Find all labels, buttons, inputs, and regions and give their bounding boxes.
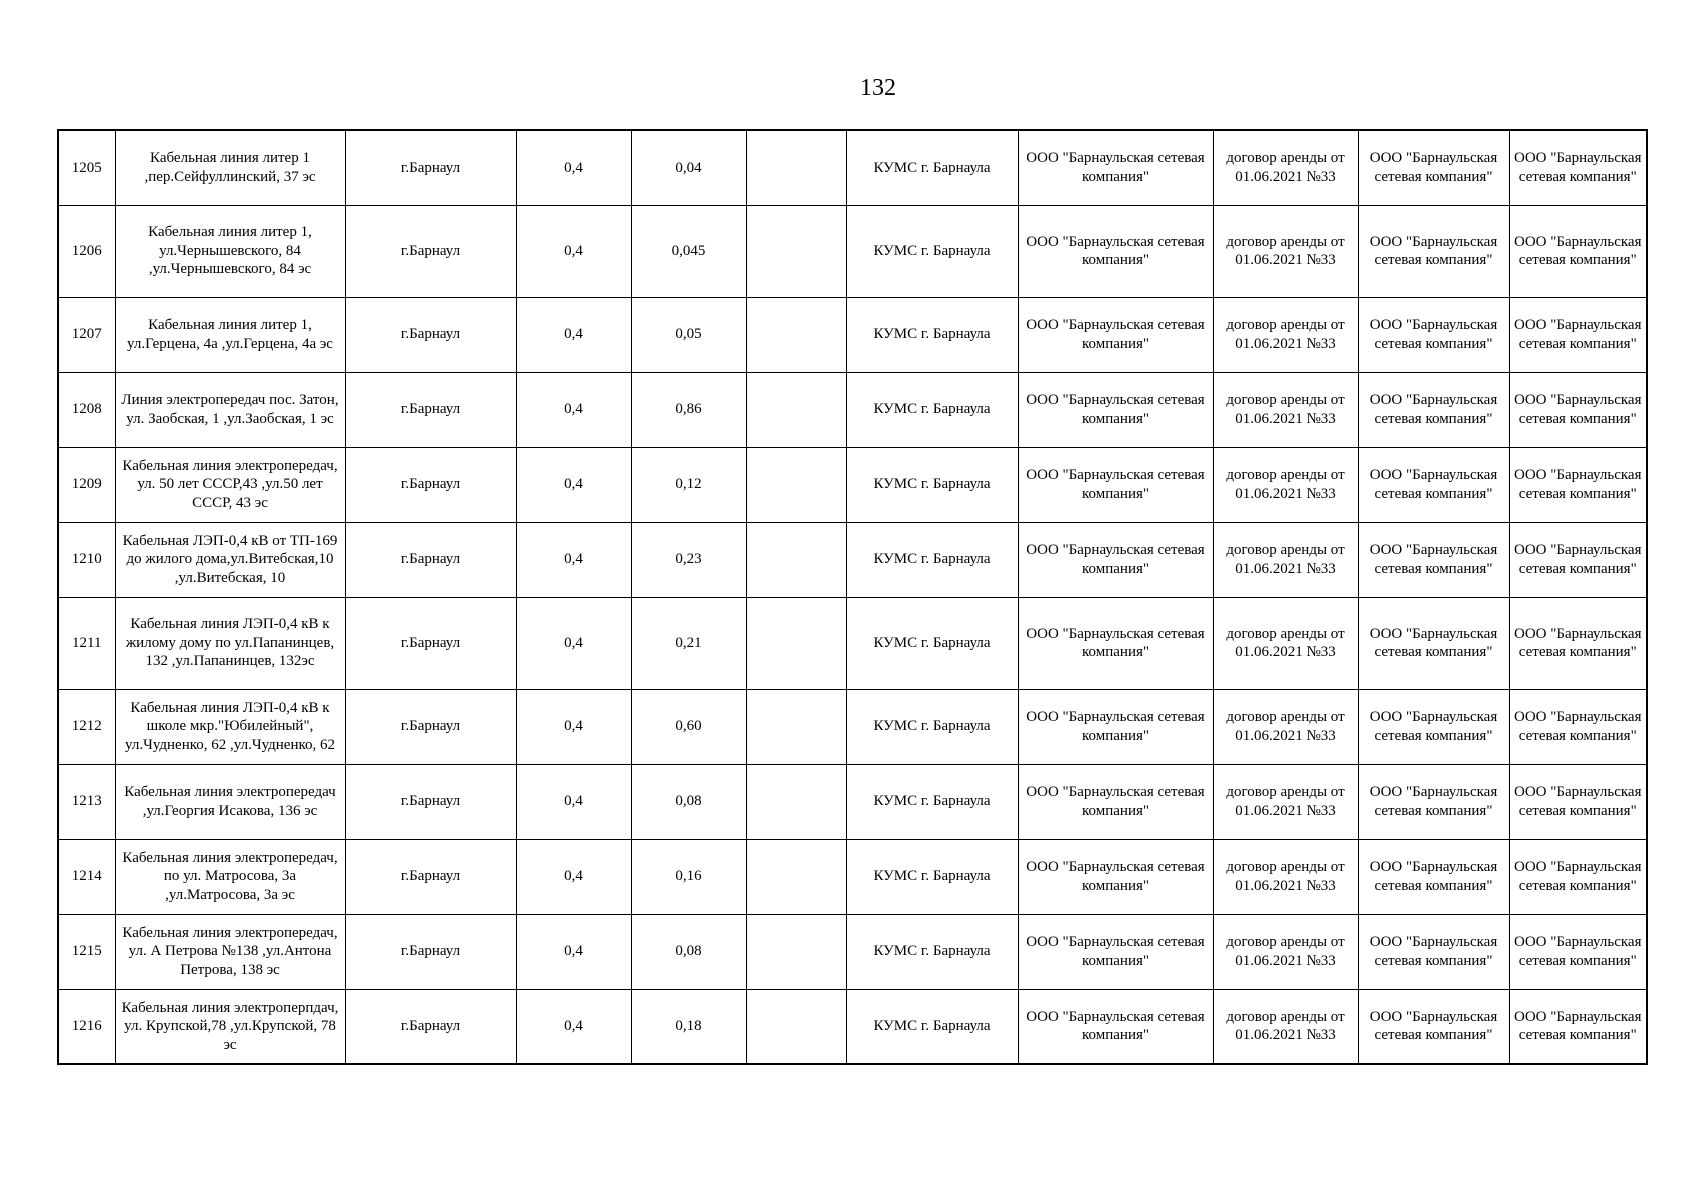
table-row: [58, 597, 1647, 689]
basis-cell-text: договор аренды от 01.06.2021 №33: [1226, 233, 1345, 268]
voltage-cell: [516, 297, 631, 372]
holder-cell: [1358, 205, 1509, 297]
voltage-cell-text: 0,4: [564, 159, 583, 176]
length-cell: [631, 989, 746, 1064]
basis-cell-text: договор аренды от 01.06.2021 №33: [1226, 934, 1345, 969]
holder-cell: [1358, 522, 1509, 597]
length-cell-text: 0,21: [675, 634, 702, 651]
operator-cell-text: ООО "Барнаульская сетевая компания": [1026, 233, 1205, 268]
owner-cell-text: КУМС г. Барнаула: [873, 868, 991, 885]
holder-cell: [1358, 372, 1509, 447]
owner-cell-text: КУМС г. Барнаула: [873, 551, 991, 568]
owner-cell: [846, 447, 1018, 522]
voltage-cell: [516, 914, 631, 989]
table-row: [58, 372, 1647, 447]
city-cell-text: г.Барнаул: [400, 634, 461, 651]
owner-cell-text: КУМС г. Барнаула: [873, 1018, 991, 1034]
empty-cell: [746, 372, 846, 447]
empty-cell: [746, 597, 846, 689]
voltage-cell-text: 0,4: [564, 551, 583, 568]
owner-cell-text: КУМС г. Барнаула: [873, 634, 991, 651]
city-cell: [345, 989, 516, 1064]
basis-cell: [1213, 447, 1358, 522]
object-name-cell-text: Линия электропередач пос. Затон, ул. Заобская, 1 ,ул.Заобская, 1 эс: [121, 392, 339, 427]
page-number: 132: [860, 75, 896, 101]
voltage-cell-text: 0,4: [564, 326, 583, 343]
length-cell: [631, 372, 746, 447]
holder-cell-text: ООО "Барнаульская сетевая компания": [1369, 1008, 1498, 1044]
operator-cell-text: ООО "Барнаульская сетевая компания": [1026, 150, 1205, 185]
object-name-cell: [115, 522, 345, 597]
row-number-cell: [58, 297, 115, 372]
holder-cell-text: ООО "Барнаульская сетевая компания": [1369, 392, 1498, 427]
holder-cell: [1358, 764, 1509, 839]
row-number-cell-text: 1206: [71, 242, 102, 259]
object-name-cell-text: Кабельная линия литер 1, ул.Герцена, 4а ,ул.Герцена, 4а эс: [127, 317, 333, 352]
operator-cell: [1018, 764, 1213, 839]
basis-cell-text: договор аренды от 01.06.2021 №33: [1226, 467, 1345, 502]
operator-cell: [1018, 597, 1213, 689]
length-cell-text: 0,08: [675, 943, 702, 960]
owner-cell: [846, 839, 1018, 914]
operator-cell: [1018, 205, 1213, 297]
table-row: [58, 764, 1647, 839]
owner-cell: [846, 989, 1018, 1064]
holder-cell: [1358, 130, 1509, 205]
row-number-cell: [58, 764, 115, 839]
holder-cell-text: ООО "Барнаульская сетевая компания": [1369, 150, 1498, 185]
basis-cell-text: договор аренды от 01.06.2021 №33: [1226, 392, 1345, 427]
voltage-cell: [516, 839, 631, 914]
object-name-cell-text: Кабельная линия электропередач, ул. 50 лет СССР,43 ,ул.50 лет СССР, 43 эс: [122, 457, 338, 511]
length-cell: [631, 205, 746, 297]
holder-cell-text: ООО "Барнаульская сетевая компания": [1369, 317, 1498, 352]
owner-cell: [846, 130, 1018, 205]
length-cell-text: 0,045: [671, 242, 706, 259]
owner-cell-text: КУМС г. Барнаула: [873, 242, 991, 259]
table-row: [58, 447, 1647, 522]
user-cell: [1509, 914, 1647, 989]
city-cell-text: г.Барнаул: [400, 718, 461, 735]
operator-cell-text: ООО "Барнаульская сетевая компания": [1026, 1008, 1205, 1044]
voltage-cell: [516, 372, 631, 447]
row-number-cell-text: 1214: [71, 868, 102, 885]
owner-cell: [846, 597, 1018, 689]
operator-cell-text: ООО "Барнаульская сетевая компания": [1026, 859, 1205, 894]
voltage-cell: [516, 522, 631, 597]
row-number-cell-text: 1216: [71, 1018, 102, 1034]
user-cell-text: ООО "Барнаульская сетевая компания": [1513, 709, 1642, 744]
city-cell: [345, 914, 516, 989]
holder-cell-text: ООО "Барнаульская сетевая компания": [1369, 467, 1498, 502]
object-name-cell: [115, 297, 345, 372]
operator-cell: [1018, 522, 1213, 597]
length-cell-text: 0,05: [675, 326, 702, 343]
city-cell-text: г.Барнаул: [400, 793, 461, 810]
owner-cell: [846, 914, 1018, 989]
operator-cell: [1018, 989, 1213, 1064]
owner-cell-text: КУМС г. Барнаула: [873, 159, 991, 176]
empty-cell: [746, 839, 846, 914]
length-cell: [631, 914, 746, 989]
user-cell: [1509, 522, 1647, 597]
user-cell: [1509, 989, 1647, 1064]
city-cell: [345, 130, 516, 205]
basis-cell-text: договор аренды от 01.06.2021 №33: [1226, 150, 1345, 185]
user-cell-text: ООО "Барнаульская сетевая компания": [1513, 1008, 1642, 1044]
user-cell-text: ООО "Барнаульская сетевая компания": [1513, 784, 1642, 819]
operator-cell-text: ООО "Барнаульская сетевая компания": [1026, 542, 1205, 577]
length-cell: [631, 297, 746, 372]
row-number-cell-text: 1209: [71, 476, 102, 493]
row-number-cell: [58, 130, 115, 205]
holder-cell: [1358, 914, 1509, 989]
voltage-cell-text: 0,4: [564, 401, 583, 418]
length-cell-text: 0,16: [675, 868, 702, 885]
basis-cell-text: договор аренды от 01.06.2021 №33: [1226, 859, 1345, 894]
voltage-cell: [516, 989, 631, 1064]
length-cell-text: 0,23: [675, 551, 702, 568]
owner-cell-text: КУМС г. Барнаула: [873, 943, 991, 960]
row-number-cell-text: 1207: [71, 326, 102, 343]
voltage-cell-text: 0,4: [564, 634, 583, 651]
owner-cell: [846, 689, 1018, 764]
operator-cell: [1018, 447, 1213, 522]
voltage-cell: [516, 205, 631, 297]
table-row: [58, 130, 1647, 205]
object-name-cell: [115, 205, 345, 297]
object-name-cell: [115, 989, 345, 1064]
empty-cell: [746, 297, 846, 372]
object-name-cell-text: Кабельная линия электропередач ,ул.Георгия Исакова, 136 эс: [124, 784, 336, 819]
object-name-cell: [115, 447, 345, 522]
city-cell: [345, 689, 516, 764]
holder-cell: [1358, 447, 1509, 522]
city-cell-text: г.Барнаул: [400, 159, 461, 176]
length-cell-text: 0,08: [675, 793, 702, 810]
row-number-cell-text: 1215: [71, 943, 102, 960]
user-cell: [1509, 447, 1647, 522]
user-cell-text: ООО "Барнаульская сетевая компания": [1513, 934, 1642, 969]
user-cell-text: ООО "Барнаульская сетевая компания": [1513, 467, 1642, 502]
user-cell: [1509, 205, 1647, 297]
registry-body: [58, 130, 1647, 1064]
owner-cell-text: КУМС г. Барнаула: [873, 326, 991, 343]
holder-cell: [1358, 839, 1509, 914]
city-cell-text: г.Барнаул: [400, 551, 461, 568]
object-name-cell: [115, 839, 345, 914]
object-name-cell-text: Кабельная линия ЛЭП-0,4 кВ к школе мкр."Юбилейный", ул.Чудненко, 62 ,ул.Чудненко, 62: [125, 699, 335, 753]
basis-cell: [1213, 764, 1358, 839]
operator-cell: [1018, 839, 1213, 914]
operator-cell-text: ООО "Барнаульская сетевая компания": [1026, 467, 1205, 502]
owner-cell-text: КУМС г. Барнаула: [873, 718, 991, 735]
operator-cell: [1018, 130, 1213, 205]
user-cell-text: ООО "Барнаульская сетевая компания": [1513, 317, 1642, 352]
basis-cell: [1213, 205, 1358, 297]
owner-cell: [846, 522, 1018, 597]
table-row: [58, 839, 1647, 914]
user-cell-text: ООО "Барнаульская сетевая компания": [1513, 625, 1642, 660]
basis-cell-text: договор аренды от 01.06.2021 №33: [1226, 625, 1345, 660]
voltage-cell: [516, 689, 631, 764]
holder-cell-text: ООО "Барнаульская сетевая компания": [1369, 934, 1498, 969]
row-number-cell: [58, 689, 115, 764]
owner-cell-text: КУМС г. Барнаула: [873, 793, 991, 810]
owner-cell: [846, 764, 1018, 839]
basis-cell: [1213, 839, 1358, 914]
operator-cell: [1018, 372, 1213, 447]
holder-cell: [1358, 989, 1509, 1064]
owner-cell: [846, 372, 1018, 447]
user-cell-text: ООО "Барнаульская сетевая компания": [1513, 542, 1642, 577]
owner-cell: [846, 205, 1018, 297]
operator-cell-text: ООО "Барнаульская сетевая компания": [1026, 317, 1205, 352]
operator-cell: [1018, 914, 1213, 989]
length-cell-text: 0,60: [675, 718, 702, 735]
user-cell-text: ООО "Барнаульская сетевая компания": [1513, 392, 1642, 427]
basis-cell-text: договор аренды от 01.06.2021 №33: [1226, 542, 1345, 577]
operator-cell-text: ООО "Барнаульская сетевая компания": [1026, 392, 1205, 427]
city-cell: [345, 597, 516, 689]
object-name-cell-text: Кабельная ЛЭП-0,4 кВ от ТП-169 до жилого дома,ул.Витебская,10 ,ул.Витебская, 10: [122, 532, 338, 586]
holder-cell-text: ООО "Барнаульская сетевая компания": [1369, 625, 1498, 660]
object-name-cell-text: Кабельная линия электропередач, ул. А Петрова №138 ,ул.Антона Петрова, 138 эс: [122, 924, 338, 978]
holder-cell: [1358, 297, 1509, 372]
basis-cell-text: договор аренды от 01.06.2021 №33: [1226, 709, 1345, 744]
holder-cell-text: ООО "Барнаульская сетевая компания": [1369, 784, 1498, 819]
row-number-cell-text: 1213: [71, 793, 102, 810]
empty-cell: [746, 689, 846, 764]
voltage-cell-text: 0,4: [564, 718, 583, 735]
city-cell: [345, 839, 516, 914]
city-cell-text: г.Барнаул: [400, 868, 461, 885]
user-cell-text: ООО "Барнаульская сетевая компания": [1513, 150, 1642, 185]
basis-cell: [1213, 522, 1358, 597]
basis-cell-text: договор аренды от 01.06.2021 №33: [1226, 317, 1345, 352]
empty-cell: [746, 914, 846, 989]
basis-cell: [1213, 597, 1358, 689]
object-name-cell-text: Кабельная линия литер 1, ул.Чернышевского, 84 ,ул.Чернышевского, 84 эс: [148, 224, 312, 278]
city-cell-text: г.Барнаул: [400, 476, 461, 493]
object-name-cell-text: Кабельная линия электропередач, по ул. Матросова, 3а ,ул.Матросова, 3а эс: [122, 849, 338, 903]
empty-cell: [746, 205, 846, 297]
object-name-cell: [115, 372, 345, 447]
object-name-cell: [115, 130, 345, 205]
basis-cell: [1213, 689, 1358, 764]
row-number-cell-text: 1210: [71, 551, 102, 568]
voltage-cell-text: 0,4: [564, 1018, 583, 1034]
table-row: [58, 522, 1647, 597]
basis-cell: [1213, 297, 1358, 372]
table-row: [58, 689, 1647, 764]
city-cell: [345, 764, 516, 839]
operator-cell-text: ООО "Барнаульская сетевая компания": [1026, 934, 1205, 969]
object-name-cell: [115, 914, 345, 989]
table-row: [58, 914, 1647, 989]
table-row: [58, 297, 1647, 372]
row-number-cell-text: 1208: [71, 401, 102, 418]
table-row: [58, 989, 1647, 1064]
holder-cell: [1358, 597, 1509, 689]
city-cell-text: г.Барнаул: [400, 326, 461, 343]
basis-cell: [1213, 989, 1358, 1064]
row-number-cell: [58, 989, 115, 1064]
owner-cell-text: КУМС г. Барнаула: [873, 476, 991, 493]
holder-cell-text: ООО "Барнаульская сетевая компания": [1369, 542, 1498, 577]
row-number-cell-text: 1211: [72, 634, 102, 651]
city-cell-text: г.Барнаул: [400, 1018, 461, 1034]
city-cell: [345, 522, 516, 597]
basis-cell-text: договор аренды от 01.06.2021 №33: [1226, 784, 1345, 819]
user-cell: [1509, 297, 1647, 372]
operator-cell-text: ООО "Барнаульская сетевая компания": [1026, 625, 1205, 660]
empty-cell: [746, 764, 846, 839]
user-cell: [1509, 372, 1647, 447]
object-name-cell: [115, 764, 345, 839]
table-row: [58, 205, 1647, 297]
operator-cell: [1018, 689, 1213, 764]
row-number-cell: [58, 447, 115, 522]
length-cell: [631, 597, 746, 689]
basis-cell: [1213, 130, 1358, 205]
basis-cell-text: договор аренды от 01.06.2021 №33: [1226, 1008, 1345, 1044]
empty-cell: [746, 989, 846, 1064]
operator-cell-text: ООО "Барнаульская сетевая компания": [1026, 709, 1205, 744]
city-cell-text: г.Барнаул: [400, 401, 461, 418]
voltage-cell-text: 0,4: [564, 793, 583, 810]
length-cell: [631, 689, 746, 764]
city-cell: [345, 372, 516, 447]
holder-cell-text: ООО "Барнаульская сетевая компания": [1369, 709, 1498, 744]
city-cell: [345, 447, 516, 522]
empty-cell: [746, 522, 846, 597]
voltage-cell: [516, 764, 631, 839]
owner-cell: [846, 297, 1018, 372]
length-cell: [631, 130, 746, 205]
empty-cell: [746, 130, 846, 205]
city-cell-text: г.Барнаул: [400, 242, 461, 259]
voltage-cell: [516, 597, 631, 689]
length-cell: [631, 522, 746, 597]
holder-cell-text: ООО "Барнаульская сетевая компания": [1369, 859, 1498, 894]
user-cell: [1509, 839, 1647, 914]
user-cell: [1509, 764, 1647, 839]
voltage-cell-text: 0,4: [564, 242, 583, 259]
row-number-cell: [58, 205, 115, 297]
city-cell: [345, 297, 516, 372]
length-cell-text: 0,86: [675, 401, 702, 418]
row-number-cell-text: 1205: [71, 159, 102, 176]
user-cell: [1509, 597, 1647, 689]
row-number-cell: [58, 522, 115, 597]
voltage-cell-text: 0,4: [564, 943, 583, 960]
length-cell-text: 0,12: [675, 476, 702, 493]
user-cell: [1509, 130, 1647, 205]
row-number-cell: [58, 597, 115, 689]
basis-cell: [1213, 372, 1358, 447]
owner-cell-text: КУМС г. Барнаула: [873, 401, 991, 418]
row-number-cell-text: 1212: [71, 718, 102, 735]
user-cell-text: ООО "Барнаульская сетевая компания": [1513, 859, 1642, 894]
length-cell: [631, 764, 746, 839]
length-cell: [631, 447, 746, 522]
row-number-cell: [58, 372, 115, 447]
empty-cell: [746, 447, 846, 522]
holder-cell-text: ООО "Барнаульская сетевая компания": [1369, 233, 1498, 268]
row-number-cell: [58, 839, 115, 914]
voltage-cell: [516, 447, 631, 522]
length-cell-text: 0,04: [675, 159, 702, 176]
user-cell-text: ООО "Барнаульская сетевая компания": [1513, 233, 1642, 268]
object-name-cell-text: Кабельная линия литер 1 ,пер.Сейфуллинский, 37 эс: [144, 150, 316, 185]
city-cell: [345, 205, 516, 297]
basis-cell: [1213, 914, 1358, 989]
voltage-cell-text: 0,4: [564, 476, 583, 493]
object-name-cell-text: Кабельная линия электроперпдач, ул. Крупской,78 ,ул.Крупской, 78 эс: [121, 999, 339, 1053]
registry-table: [57, 129, 1648, 1065]
object-name-cell: [115, 597, 345, 689]
length-cell-text: 0,18: [675, 1018, 702, 1034]
object-name-cell: [115, 689, 345, 764]
operator-cell-text: ООО "Барнаульская сетевая компания": [1026, 784, 1205, 819]
voltage-cell-text: 0,4: [564, 868, 583, 885]
user-cell: [1509, 689, 1647, 764]
voltage-cell: [516, 130, 631, 205]
row-number-cell: [58, 914, 115, 989]
city-cell-text: г.Барнаул: [400, 943, 461, 960]
length-cell: [631, 839, 746, 914]
object-name-cell-text: Кабельная линия ЛЭП-0,4 кВ к жилому дому по ул.Папанинцев, 132 ,ул.Папанинцев, 132эс: [125, 616, 335, 670]
holder-cell: [1358, 689, 1509, 764]
operator-cell: [1018, 297, 1213, 372]
